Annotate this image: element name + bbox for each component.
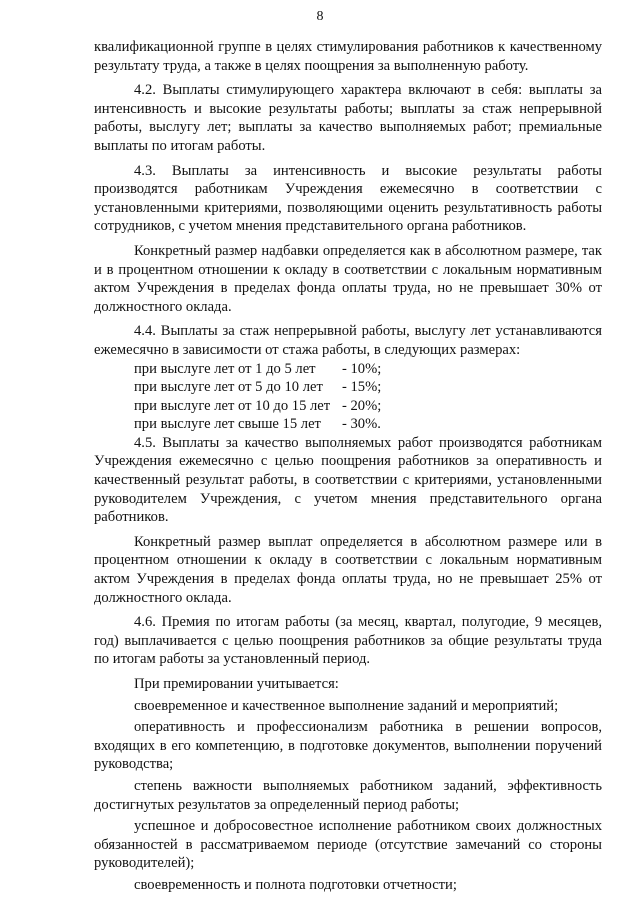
paragraph-4-6: 4.6. Премия по итогам работы (за месяц, квартал, полугодие, 9 месяцев, год) выплачивается с целью поощрения работников за общие результаты труда по итогам работы за установленный период.: [94, 614, 602, 668]
seniority-condition: при выслуге лет от 5 до 10 лет: [134, 379, 323, 396]
seniority-percent: - 30%.: [342, 416, 381, 433]
seniority-scale-item: [134, 360, 602, 379]
paragraph-quality-size: Конкретный размер выплат определяется в абсолютном размере или в процентном отношении к окладу в соответствии с локальным нормативным актом Учреждения в пределах фонда оплаты труда, но не превышает 25% от должностного оклада.: [94, 533, 602, 606]
criteria-item: успешное и добросовестное исполнение работником своих должностных обязанностей в рассматриваемом периоде (отсутствие замечаний со стороны руководителей);: [94, 818, 602, 872]
seniority-percent: - 20%;: [342, 397, 382, 414]
seniority-scale-item: [134, 415, 602, 434]
seniority-percent: - 15%;: [342, 379, 382, 396]
criteria-item: степень важности выполняемых работником заданий, эффективность достигнутых результатов за определенный период работы;: [94, 777, 602, 813]
criteria-item: своевременное и качественное выполнение заданий и мероприятий;: [134, 697, 559, 714]
paragraph-bonus-intro: При премировании учитывается:: [134, 676, 339, 692]
paragraph-4-5: 4.5. Выплаты за качество выполняемых работ производятся работникам Учреждения ежемесячно с целью поощрения работников за оперативность и качественный результат работы, в соответствии с критериями, установленными руководителем Учреждения, с учетом мнения представительного органа работников.: [94, 434, 602, 526]
paragraph-4-3: 4.3. Выплаты за интенсивность и высокие результаты работы производятся работникам Учреждения ежемесячно в соответствии с установленными критериями, позволяющими оценить результативность работы сотрудников, с учетом мнения представительного органа работников.: [94, 162, 602, 235]
page-number: 8: [316, 9, 324, 24]
paragraph-bonus-size: Конкретный размер надбавки определяется как в абсолютном размере, так и в процентном отношении к окладу в соответствии с локальным нормативным актом Учреждения в пределах фонда оплаты труда, но не превышает 30% от должностного оклада.: [94, 242, 602, 315]
seniority-scale-list: [94, 360, 602, 434]
seniority-scale-item: [134, 378, 602, 397]
document-body: [94, 38, 602, 895]
bonus-criteria-list: [94, 697, 602, 895]
seniority-scale-item: [134, 397, 602, 416]
paragraph-4-2: 4.2. Выплаты стимулирующего характера включают в себя: выплаты за интенсивность и высокие результаты работы; выплаты за стаж непрерывной работы, выслугу лет; выплаты за качество выполняемых работ; премиальные выплаты по итогам работы.: [94, 82, 602, 154]
paragraph-4-4: 4.4. Выплаты за стаж непрерывной работы, выслугу лет устанавливаются ежемесячно в зависимости от стажа работы, в следующих размерах:: [94, 323, 602, 358]
seniority-percent: - 10%;: [342, 360, 382, 377]
paragraph-continuation: квалификационной группе в целях стимулирования работников к качественному результату труда, а также в целях поощрения за выполненную работу.: [94, 39, 602, 74]
seniority-condition: при выслуге лет от 1 до 5 лет: [134, 360, 316, 377]
criteria-item: оперативность и профессионализм работника в решении вопросов, входящих в его компетенцию, в подготовке документов, выполнении поручений руководства;: [94, 719, 602, 773]
criteria-item: своевременность и полнота подготовки отчетности;: [134, 876, 457, 893]
seniority-condition: при выслуге лет от 10 до 15 лет: [134, 397, 331, 414]
seniority-condition: при выслуге лет свыше 15 лет: [134, 416, 321, 433]
